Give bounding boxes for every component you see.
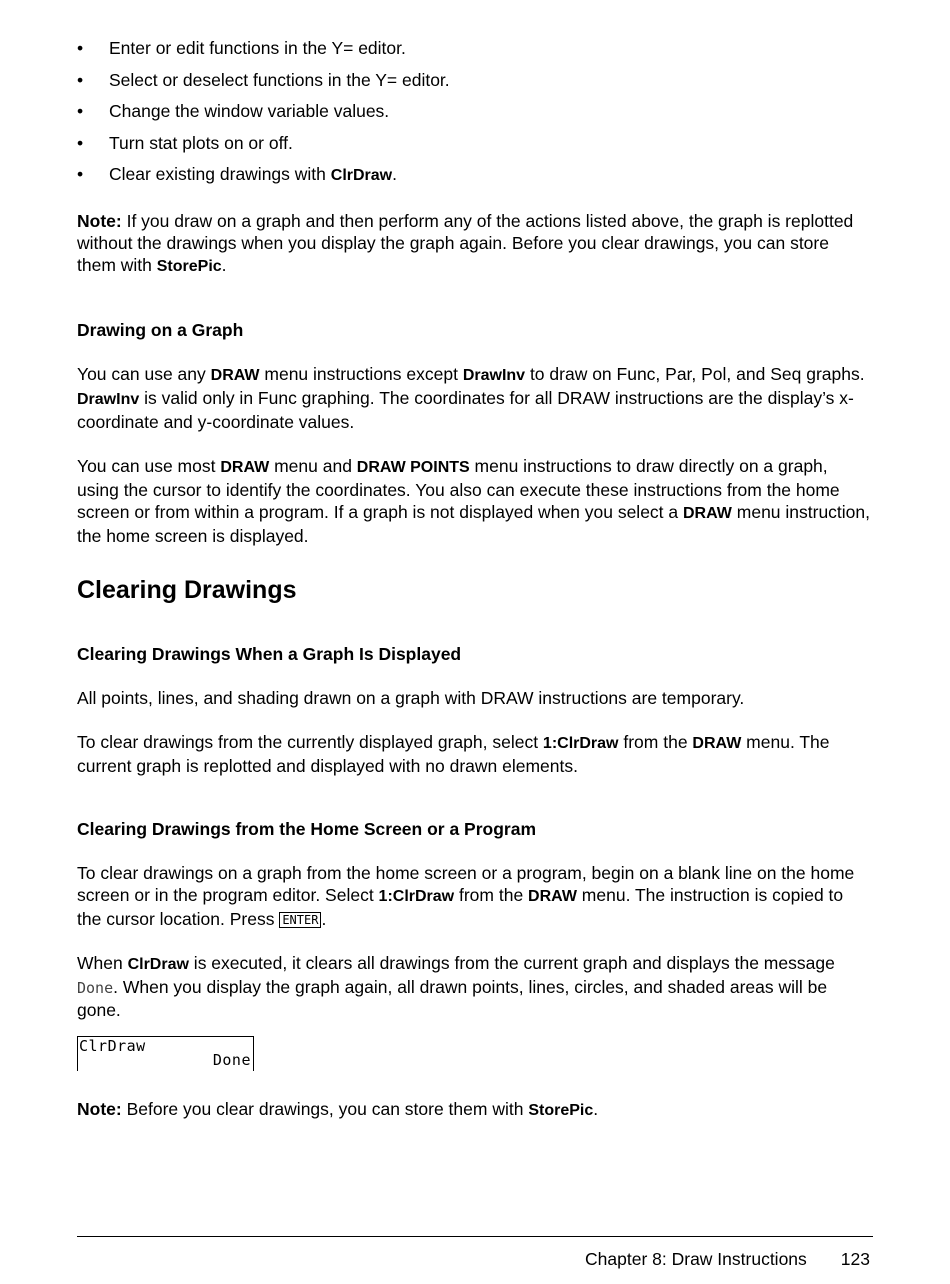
screen-line-1: ClrDraw <box>79 1037 146 1055</box>
paragraph: You can use most DRAW menu and DRAW POINTS menu instructions to draw directly on a graph, using the cursor to identify the coordinates. You also can execute these instructions from the home screen or from within a program. If a graph is not displayed when you select a DRAW menu instruction, the home screen is displayed. <box>77 456 871 546</box>
page-footer <box>585 1248 870 1270</box>
note-paragraph: Note: If you draw on a graph and then perform any of the actions listed above, the graph is replotted without the drawings when you display the graph again. Before you clear drawings, you can store them with StorePic. <box>77 211 854 275</box>
paragraph: To clear drawings from the currently displayed graph, select 1:ClrDraw from the DRAW menu. The current graph is replotted and displayed with no drawn elements. <box>77 732 830 776</box>
note-paragraph: Note: Before you clear drawings, you can store them with StorePic. <box>77 1099 599 1119</box>
paragraph: To clear drawings on a graph from the home screen or a program, begin on a blank line on the home screen or in the program editor. Select 1:ClrDraw from the DRAW menu. The instruction is copied to the cursor location. Press ENTER . <box>77 863 855 929</box>
action-list <box>77 37 872 187</box>
section-heading: Clearing Drawings When a Graph Is Displayed <box>77 644 462 664</box>
paragraph: All points, lines, and shading drawn on a graph with DRAW instructions are temporary. <box>77 688 745 708</box>
section-heading: Clearing Drawings from the Home Screen or a Program <box>77 819 537 839</box>
list-item: • Turn stat plots on or off. <box>77 132 293 153</box>
paragraph: When ClrDraw is executed, it clears all drawings from the current graph and displays the message Done. When you display the graph again, all drawn points, lines, circles, and shaded areas will be gone. <box>77 953 835 1020</box>
calculator-screen <box>77 1036 254 1071</box>
enter-key-icon: ENTER <box>279 912 321 928</box>
section-heading: Drawing on a Graph <box>77 320 244 340</box>
bullet-icon: • <box>77 69 84 90</box>
bullet-icon: • <box>77 38 84 58</box>
bullet-icon: • <box>77 101 84 121</box>
bullet-icon: • <box>77 132 84 153</box>
screen-line-2: Done <box>212 1051 251 1069</box>
footer-divider <box>77 1236 873 1237</box>
chapter-label: Chapter 8: Draw Instructions <box>585 1249 807 1269</box>
bullet-icon: • <box>77 164 84 184</box>
page-content <box>77 37 872 1021</box>
page-title: Clearing Drawings <box>77 576 297 604</box>
list-item: • Clear existing drawings with ClrDraw. <box>77 164 397 184</box>
list-item: • Enter or edit functions in the Y= editor. <box>77 38 406 58</box>
list-item: • Select or deselect functions in the Y= editor. <box>77 69 450 90</box>
paragraph: You can use any DRAW menu instructions except DrawInv to draw on Func, Par, Pol, and Seq graphs. DrawInv is valid only in Func graphing. The coordinates for all DRAW instructions are the display’s x-coordinate and y-coordinate values. <box>77 364 865 432</box>
page-number: 123 <box>840 1249 870 1269</box>
list-item: • Change the window variable values. <box>77 101 390 121</box>
